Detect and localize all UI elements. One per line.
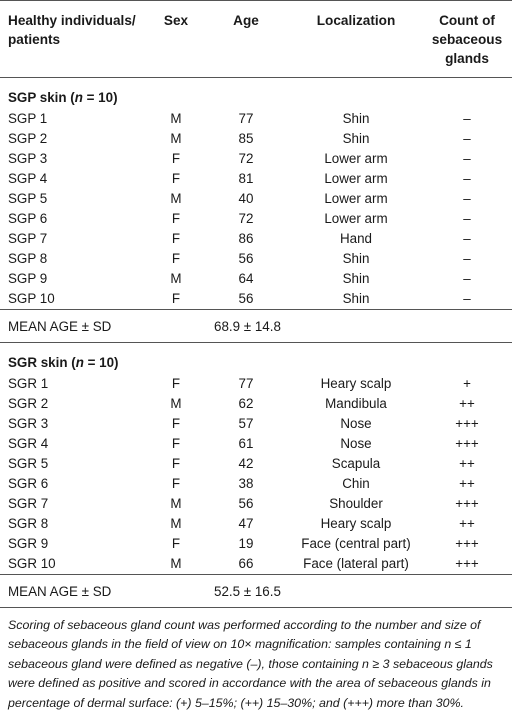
table-footnote: Scoring of sebaceous gland count was performed according to the number and size of sebaceous glands in the field of view on 10× magnification: samples containing n ≤ 1 sebaceous gland were defined as negative (–), those containing n ≥ 3 sebaceous glands were defined as positive and scored in accordance with the area of sebaceous glands in percentage of dermal surface: (+) 5–15%; (++) 15–30%; and (+++) more than 30%. <box>8 618 493 710</box>
table-row <box>0 289 512 310</box>
table-row <box>0 149 512 169</box>
table-row <box>0 434 512 454</box>
cell-localization: Mandibula <box>325 396 387 411</box>
cell-sample-id: SGP 1 <box>8 111 48 126</box>
cell-gland-count: +++ <box>455 416 479 431</box>
cell-age: 42 <box>238 456 254 471</box>
cell-sample-id: SGP 7 <box>8 231 48 246</box>
cell-localization: Lower arm <box>324 211 388 226</box>
header-count-line2: sebaceous <box>431 32 503 47</box>
group-title <box>0 343 512 375</box>
table-row <box>0 494 512 514</box>
cell-sex: M <box>170 111 182 126</box>
cell-localization: Nose <box>340 416 372 431</box>
cell-sex: F <box>171 476 181 491</box>
cell-gland-count: – <box>463 171 471 186</box>
cell-age: 66 <box>238 556 254 571</box>
cell-sample-id: SGR 9 <box>8 536 49 551</box>
cell-age: 85 <box>238 131 254 146</box>
cell-sample-id: SGR 10 <box>8 556 56 571</box>
cell-sex: F <box>171 291 181 306</box>
cell-localization: Shin <box>342 111 370 126</box>
cell-age: 19 <box>238 536 254 551</box>
cell-sample-id: SGR 4 <box>8 436 49 451</box>
cell-age: 61 <box>238 436 254 451</box>
cell-sample-id: SGR 7 <box>8 496 49 511</box>
group-title-prefix: SGP skin ( <box>8 90 75 105</box>
cell-age: 77 <box>238 111 254 126</box>
cell-age: 72 <box>238 151 254 166</box>
cell-sample-id: SGP 10 <box>8 291 55 306</box>
table-row <box>0 249 512 269</box>
cell-gland-count: +++ <box>455 536 479 551</box>
table-row <box>0 269 512 289</box>
header-sex: Sex <box>163 13 189 28</box>
cell-sex: M <box>170 396 182 411</box>
cell-sample-id: SGR 1 <box>8 376 49 391</box>
group-title-row <box>0 78 512 110</box>
cell-sex: F <box>171 456 181 471</box>
table-row <box>0 129 512 149</box>
table-row <box>0 169 512 189</box>
table-row <box>0 209 512 229</box>
cell-sex: M <box>170 496 182 511</box>
cell-age: 86 <box>238 231 254 246</box>
table-row <box>0 514 512 534</box>
cell-sex: F <box>171 436 181 451</box>
table-header-row <box>0 1 512 78</box>
cell-sample-id: SGP 9 <box>8 271 48 286</box>
group-title-row <box>0 343 512 375</box>
table-row <box>0 229 512 249</box>
cell-gland-count: + <box>463 376 471 391</box>
mean-age-label: MEAN AGE ± SD <box>8 584 112 599</box>
cell-age: 56 <box>238 291 254 306</box>
cell-sex: M <box>170 271 182 286</box>
cell-localization: Face (central part) <box>301 536 411 551</box>
cell-sex: F <box>171 231 181 246</box>
table-row <box>0 374 512 394</box>
header-count-line1: Count of <box>439 13 495 28</box>
table-row <box>0 454 512 474</box>
cell-localization: Shin <box>342 291 370 306</box>
group-title <box>0 78 512 110</box>
cell-localization: Shin <box>342 271 370 286</box>
table-row <box>0 474 512 494</box>
cell-age: 72 <box>238 211 254 226</box>
cell-age: 81 <box>238 171 254 186</box>
cell-sample-id: SGR 3 <box>8 416 49 431</box>
cell-age: 56 <box>238 251 254 266</box>
cell-localization: Heary scalp <box>320 376 392 391</box>
cell-sample-id: SGP 6 <box>8 211 48 226</box>
cell-age: 62 <box>238 396 254 411</box>
cell-age: 57 <box>238 416 254 431</box>
table-row <box>0 189 512 209</box>
mean-age-label: MEAN AGE ± SD <box>8 319 112 334</box>
mean-age-row <box>0 310 512 343</box>
cell-age: 38 <box>238 476 254 491</box>
header-localization: Localization <box>316 13 396 28</box>
table-row <box>0 109 512 129</box>
cell-gland-count: +++ <box>455 496 479 511</box>
cell-gland-count: – <box>463 291 471 306</box>
cell-age: 64 <box>238 271 254 286</box>
cell-gland-count: ++ <box>459 516 475 531</box>
cell-gland-count: ++ <box>459 456 475 471</box>
mean-age-row <box>0 575 512 608</box>
cell-localization: Shoulder <box>329 496 383 511</box>
header-individuals <box>0 1 150 78</box>
cell-sex: F <box>171 251 181 266</box>
header-age: Age <box>233 13 259 28</box>
cell-gland-count: ++ <box>459 476 475 491</box>
cell-age: 47 <box>238 516 254 531</box>
cell-gland-count: – <box>463 111 471 126</box>
header-count-line3: glands <box>445 51 489 66</box>
cell-gland-count: – <box>463 211 471 226</box>
cell-localization: Lower arm <box>324 191 388 206</box>
mean-age-value: 52.5 ± 16.5 <box>214 584 281 599</box>
header-individuals-line1: Healthy individuals/ <box>8 13 136 28</box>
header-count <box>422 1 512 78</box>
cell-sample-id: SGP 5 <box>8 191 48 206</box>
cell-localization: Heary scalp <box>320 516 392 531</box>
table-row <box>0 554 512 575</box>
cell-sample-id: SGR 2 <box>8 396 49 411</box>
cell-sex: F <box>171 376 181 391</box>
cell-localization: Shin <box>342 251 370 266</box>
cell-sample-id: SGP 8 <box>8 251 48 266</box>
cell-gland-count: – <box>463 231 471 246</box>
cell-localization: Chin <box>342 476 370 491</box>
cell-gland-count: ++ <box>459 396 475 411</box>
cell-sample-id: SGR 6 <box>8 476 49 491</box>
cell-localization: Lower arm <box>324 151 388 166</box>
cell-gland-count: +++ <box>455 436 479 451</box>
cell-sample-id: SGP 3 <box>8 151 48 166</box>
table-row <box>0 414 512 434</box>
cell-sample-id: SGR 8 <box>8 516 49 531</box>
header-individuals-line2: patients <box>8 32 61 47</box>
table-row <box>0 394 512 414</box>
cell-gland-count: – <box>463 131 471 146</box>
cell-sex: M <box>170 516 182 531</box>
cell-sex: F <box>171 416 181 431</box>
cell-localization: Face (lateral part) <box>303 556 409 571</box>
group-title-suffix: = 10) <box>83 355 119 370</box>
cell-sex: F <box>171 536 181 551</box>
cell-sample-id: SGR 5 <box>8 456 49 471</box>
cell-sample-id: SGP 4 <box>8 171 48 186</box>
cell-age: 56 <box>238 496 254 511</box>
cell-sample-id: SGP 2 <box>8 131 48 146</box>
cell-gland-count: +++ <box>455 556 479 571</box>
group-title-prefix: SGR skin ( <box>8 355 76 370</box>
cell-sex: M <box>170 191 182 206</box>
cell-sex: F <box>171 171 181 186</box>
group-title-n: n <box>75 355 84 370</box>
cell-localization: Lower arm <box>324 171 388 186</box>
cell-sex: F <box>171 151 181 166</box>
table-row <box>0 534 512 554</box>
cell-sex: M <box>170 131 182 146</box>
cell-gland-count: – <box>463 271 471 286</box>
cell-sex: M <box>170 556 182 571</box>
cell-age: 77 <box>238 376 254 391</box>
cell-age: 40 <box>238 191 254 206</box>
table-body <box>0 78 512 608</box>
cell-gland-count: – <box>463 191 471 206</box>
cell-localization: Hand <box>339 231 372 246</box>
mean-age-value: 68.9 ± 14.8 <box>214 319 281 334</box>
cell-localization: Scapula <box>331 456 381 471</box>
group-title-n: n <box>74 90 83 105</box>
cell-localization: Nose <box>340 436 372 451</box>
cell-localization: Shin <box>342 131 370 146</box>
cell-sex: F <box>171 211 181 226</box>
cell-gland-count: – <box>463 151 471 166</box>
cell-gland-count: – <box>463 251 471 266</box>
group-title-suffix: = 10) <box>82 90 118 105</box>
